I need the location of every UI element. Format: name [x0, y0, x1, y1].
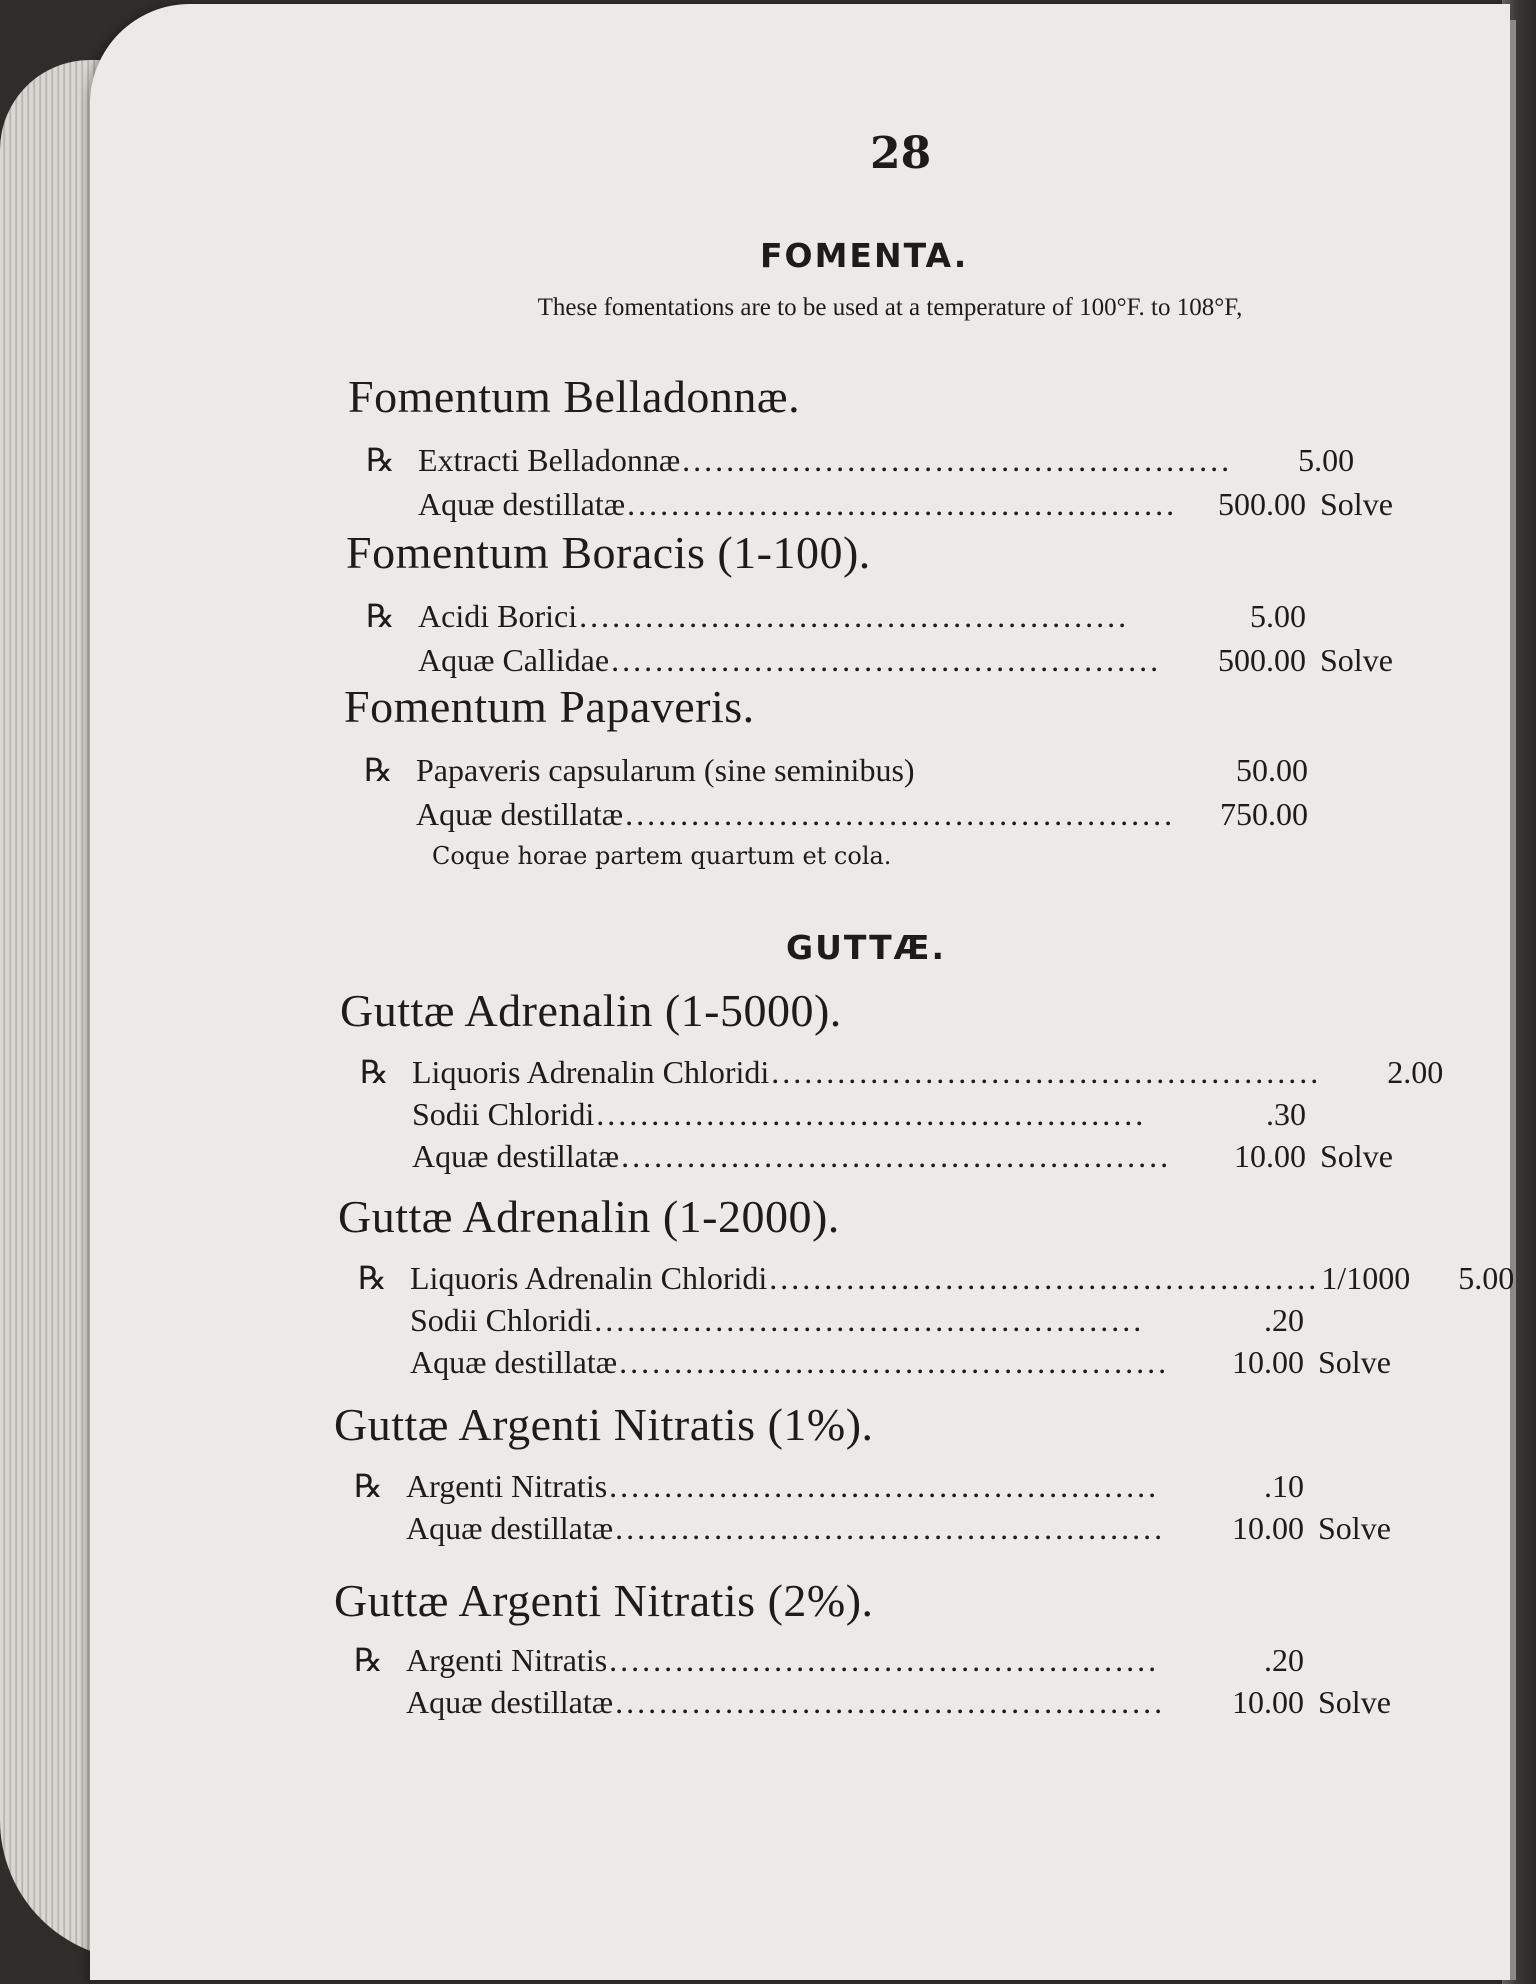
- ingredient-row: [358, 1342, 1391, 1382]
- ingredient-row: [354, 1682, 1391, 1722]
- rx-symbol: ℞: [354, 1468, 383, 1504]
- ingredient-quantity: 5.00: [1298, 442, 1355, 478]
- leader-dots: ..................................................: [611, 642, 1162, 678]
- ingredient-name: Aquæ destillatæ: [410, 1344, 618, 1380]
- ingredient-instruction: Solve: [1318, 1684, 1391, 1720]
- leader-dots: ..................................................: [594, 1302, 1145, 1338]
- ingredient-row: [366, 440, 1355, 480]
- ingredient-quantity: 10.00: [1234, 1138, 1306, 1174]
- rx-symbol: ℞: [364, 752, 393, 788]
- leader-dots: ..................................................: [769, 1260, 1320, 1296]
- leader-dots: ..................................................: [771, 1054, 1322, 1090]
- ingredient-row: [358, 1300, 1304, 1340]
- rx-symbol: ℞: [360, 1054, 389, 1090]
- ingredient-name: Papaveris capsularum (sine seminibus): [416, 752, 915, 788]
- ingredient-quantity: 5.00: [1458, 1260, 1515, 1296]
- ingredient-name: Liquoris Adrenalin Chloridi: [412, 1054, 770, 1090]
- ingredient-row: [354, 1508, 1391, 1548]
- ingredient-quantity: .30: [1266, 1096, 1306, 1132]
- ingredient-name: Aquæ destillatæ: [416, 796, 624, 832]
- leader-dots: ..................................................: [619, 1344, 1170, 1380]
- rx-symbol: ℞: [358, 1260, 387, 1296]
- ingredient-name: Acidi Borici: [418, 598, 578, 634]
- ingredient-row: [360, 1094, 1306, 1134]
- leader-dots: ..................................................: [621, 1138, 1172, 1174]
- leader-dots: ..................................................: [682, 442, 1233, 478]
- ingredient-quantity: 5.00: [1250, 598, 1306, 634]
- formula-title: Guttæ Argenti Nitratis (2%).: [334, 1575, 874, 1626]
- ingredient-row: [366, 596, 1306, 636]
- leader-dots: ..................................................: [627, 486, 1178, 522]
- ingredient-row: [354, 1466, 1304, 1506]
- ingredient-quantity: .20: [1264, 1642, 1304, 1678]
- ingredient-name: Aquæ destillatæ: [406, 1684, 614, 1720]
- leader-dots: ..................................................: [609, 1642, 1160, 1678]
- ingredient-instruction: Solve: [1320, 642, 1393, 678]
- ingredient-row: [360, 1052, 1444, 1092]
- page-number: 28: [870, 128, 932, 179]
- leader-dots: ..................................................: [615, 1684, 1166, 1720]
- ingredient-instruction: Solve: [1320, 486, 1393, 522]
- ingredient-quantity: 10.00: [1232, 1344, 1304, 1380]
- ingredient-name: Aquæ destillatæ: [418, 486, 626, 522]
- ingredient-row: [358, 1258, 1515, 1298]
- section-intro: These fomentations are to be used at a temperature of 100°F. to 108°F,: [537, 294, 1243, 321]
- formula-title: Fomentum Papaveris.: [344, 681, 755, 732]
- ingredient-name: Sodii Chloridi: [412, 1096, 595, 1132]
- ingredient-instruction: Solve: [1318, 1510, 1391, 1546]
- formula-title: Fomentum Belladonnæ.: [348, 371, 801, 422]
- rx-symbol: ℞: [354, 1642, 383, 1678]
- formula-title: Guttæ Adrenalin (1-5000).: [340, 985, 842, 1036]
- leader-dots: ..................................................: [615, 1510, 1166, 1546]
- ingredient-strength: 1/1000: [1321, 1260, 1411, 1296]
- ingredient-name: Aquæ Callidae: [418, 642, 610, 678]
- ingredient-name: Liquoris Adrenalin Chloridi: [410, 1260, 768, 1296]
- rx-symbol: ℞: [366, 598, 395, 634]
- ingredient-quantity: .10: [1264, 1468, 1304, 1504]
- ingredient-row: [364, 794, 1308, 834]
- leader-dots: ..................................................: [609, 1468, 1160, 1504]
- ingredient-row: [354, 1640, 1304, 1680]
- leader-dots: ..................................................: [579, 598, 1130, 634]
- ingredient-row: [366, 640, 1393, 680]
- ingredient-quantity: 500.00: [1218, 486, 1306, 522]
- ingredient-row: [360, 1136, 1393, 1176]
- ingredient-name: Argenti Nitratis: [406, 1468, 608, 1504]
- ingredient-quantity: 10.00: [1232, 1684, 1304, 1720]
- ingredient-row: [366, 484, 1393, 524]
- ingredient-row: [364, 750, 1308, 790]
- section-title-guttae: GUTTÆ.: [786, 928, 947, 967]
- formula-title: Guttæ Adrenalin (1-2000).: [338, 1191, 840, 1242]
- leader-dots: ..................................................: [625, 796, 1176, 832]
- ingredient-name: Extracti Belladonnæ: [418, 442, 681, 478]
- ingredient-name: Aquæ destillatæ: [406, 1510, 614, 1546]
- leader-dots: ..................................................: [596, 1096, 1147, 1132]
- rx-symbol: ℞: [366, 442, 395, 478]
- ingredient-instruction: Solve: [1320, 1138, 1393, 1174]
- ingredient-quantity: 50.00: [1236, 752, 1308, 788]
- ingredient-instruction: Solve: [1318, 1344, 1391, 1380]
- formula-title: Fomentum Boracis (1-100).: [346, 527, 871, 578]
- section-title-fomenta: FOMENTA.: [760, 236, 969, 275]
- ingredient-quantity: 2.00: [1387, 1054, 1444, 1090]
- ingredient-quantity: 750.00: [1220, 796, 1308, 832]
- preparation-note: Coque horae partem quartum et cola.: [432, 842, 892, 870]
- ingredient-name: Aquæ destillatæ: [412, 1138, 620, 1174]
- ingredient-name: Sodii Chloridi: [410, 1302, 593, 1338]
- ingredient-quantity: 500.00: [1218, 642, 1306, 678]
- ingredient-name: Argenti Nitratis: [406, 1642, 608, 1678]
- ingredient-quantity: 10.00: [1232, 1510, 1304, 1546]
- formula-title: Guttæ Argenti Nitratis (1%).: [334, 1399, 874, 1450]
- ingredient-quantity: .20: [1264, 1302, 1304, 1338]
